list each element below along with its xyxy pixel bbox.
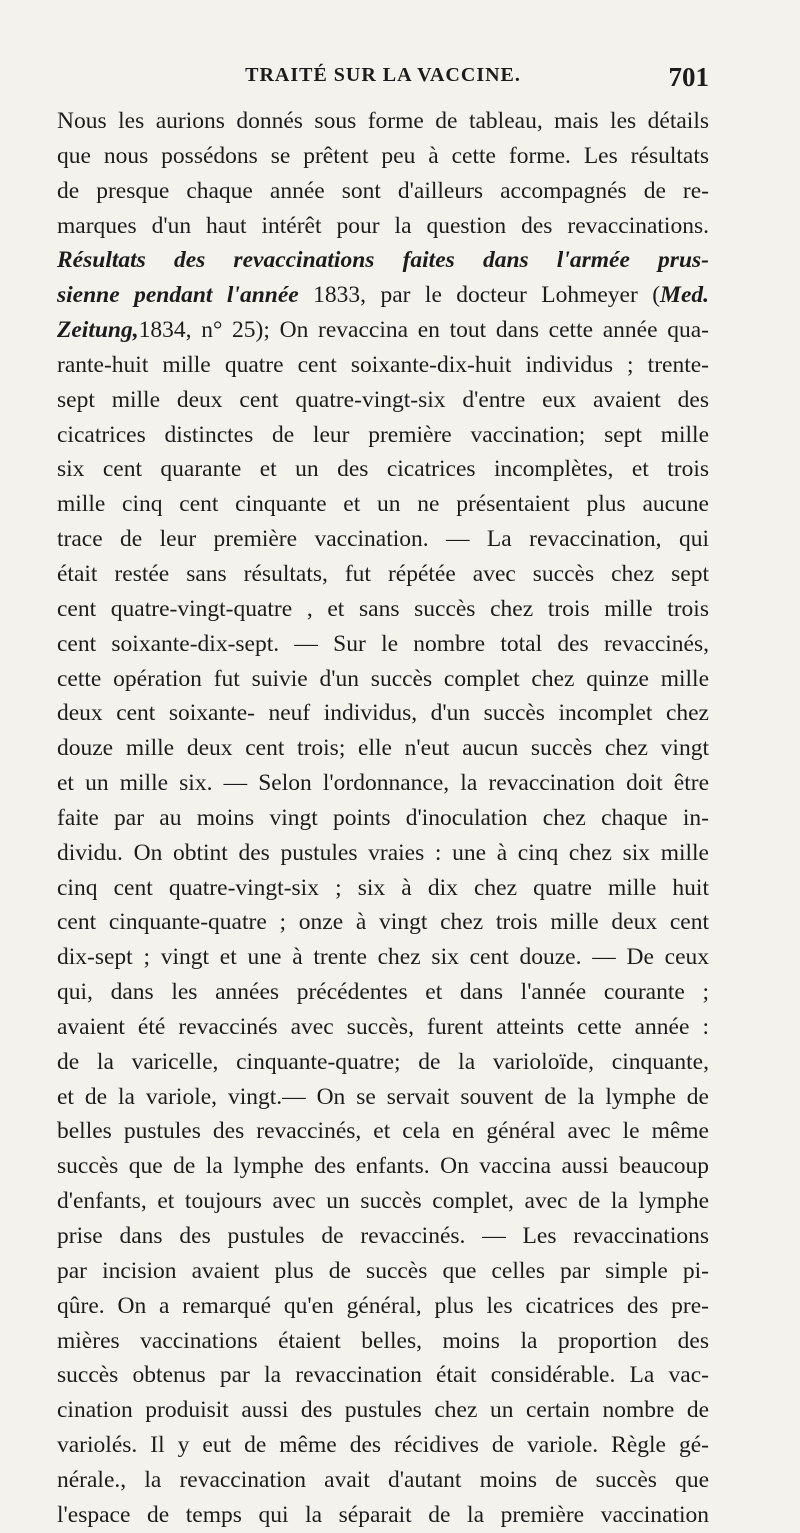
text-line [57,662,709,697]
text-line [57,522,709,557]
text-line [57,1045,709,1080]
text-line [57,1114,709,1149]
text-line [57,836,709,871]
text-segment: deux cent soixante- neuf individus, d'un succès incomplet chez [57,700,709,727]
text-segment: rante-huit mille quatre cent soixante-dix-huit individus ; trente- [57,351,709,378]
text-line [57,243,709,278]
text-segment: mille cinq cent cinquante et un ne présentaient plus aucune [57,491,709,518]
text-line [57,766,709,801]
italic-segment: Résultats des revaccinations faites dans l'armée prus- [57,247,709,274]
text-line [57,1324,709,1359]
text-line [57,139,709,174]
italic-segment: Zeitung, [57,317,139,344]
text-line [57,1358,709,1393]
italic-segment: sienne pendant l'année [57,282,299,309]
text-segment: mières vaccinations étaient belles, moins la proportion des [57,1327,709,1354]
text-line [57,731,709,766]
text-line [57,1149,709,1184]
text-line [57,104,709,139]
text-line [57,1393,709,1428]
text-segment: de la varicelle, cinquante-quatre; de la varioloïde, cinquante, [57,1048,709,1075]
text-line [57,487,709,522]
text-segment: Nous les aurions donnés sous forme de tableau, mais les détails [57,108,709,134]
text-segment: l'espace de temps qui la séparait de la première vaccination [57,1501,709,1528]
text-segment: succès que de la lymphe des enfants. On vaccina aussi beaucoup [57,1153,709,1180]
text-segment: cinq cent quatre-vingt-six ; six à dix chez quatre mille huit [57,874,709,901]
text-line [57,1254,709,1289]
text-line [57,348,709,383]
text-segment: qûre. On a remarqué qu'en général, plus les cicatrices des pre- [57,1292,709,1319]
text-segment: variolés. Il y eut de même des récidives de variole. Règle gé- [57,1432,709,1459]
text-segment: avaient été revaccinés avec succès, furent atteints cette année : [57,1013,709,1040]
text-segment: d'enfants, et toujours avec un succès complet, avec de la lymphe [57,1188,709,1215]
text-line [57,1010,709,1045]
text-segment: belles pustules des revaccinés, et cela en général avec le même [57,1118,709,1145]
text-segment: trace de leur première vaccination. — La revaccination, qui [57,526,709,553]
text-segment: 1833, par le docteur Lohmeyer ( [298,282,661,309]
text-segment: cette opération fut suivie d'un succès complet chez quinze mille [57,665,709,692]
text-segment: était restée sans résultats, fut répétée avec succès chez sept [57,560,709,587]
running-title: TRAITÉ SUR LA VACCINE. [245,64,521,86]
text-line [57,1289,709,1324]
text-line [57,627,709,662]
text-segment: cination produisit aussi des pustules chez un certain nombre de [57,1397,709,1424]
text-segment: et un mille six. — Selon l'ordonnance, la revaccination doit être [57,770,709,797]
text-line [57,209,709,244]
text-segment: prise dans des pustules de revaccinés. — Les revaccinations [57,1223,709,1249]
text-segment: et de la variole, vingt.— On se servait souvent de la lymphe de [57,1083,709,1110]
text-line [57,452,709,487]
text-line [57,313,709,348]
italic-segment: Med. [660,282,709,309]
text-line [57,174,709,209]
page-number: 701 [668,62,709,92]
text-line [57,1080,709,1115]
text-line [57,418,709,453]
text-segment: que nous possédons se prêtent peu à cette forme. Les résultats [57,142,709,169]
body-text [57,104,709,1533]
text-segment: par incision avaient plus de succès que celles par simple pi- [57,1257,709,1284]
text-segment: nérale., la revaccination avait d'autant moins de succès que [57,1466,709,1493]
text-segment: dividu. On obtint des pustules vraies : une à cinq chez six mille [57,839,709,866]
text-line [57,975,709,1010]
text-line [57,1463,709,1498]
text-segment: cicatrices distinctes de leur première vaccination; sept mille [57,421,709,448]
text-line [57,1219,709,1254]
text-line [57,1498,709,1533]
text-segment: de presque chaque année sont d'ailleurs accompagnés de re- [57,177,709,204]
text-segment: faite par au moins vingt points d'inoculation chez chaque in- [57,804,709,831]
text-segment: sept mille deux cent quatre-vingt-six d'entre eux avaient des [57,386,709,413]
text-line [57,592,709,627]
text-segment: dix-sept ; vingt et une à trente chez six cent douze. — De ceux [57,944,709,971]
text-line [57,278,709,313]
text-line [57,696,709,731]
text-segment: douze mille deux cent trois; elle n'eut aucun succès chez vingt [57,735,709,762]
text-line [57,1184,709,1219]
text-segment: six cent quarante et un des cicatrices incomplètes, et trois [57,456,709,483]
text-segment: cent soixante-dix-sept. — Sur le nombre total des revaccinés, [57,630,709,657]
running-head [57,62,709,96]
text-line [57,940,709,975]
text-line [57,905,709,940]
text-line [57,383,709,418]
text-line [57,871,709,906]
text-segment: cent cinquante-quatre ; onze à vingt chez trois mille deux cent [57,909,709,936]
text-segment: marques d'un haut intérêt pour la question des revaccinations. [57,212,709,239]
text-line [57,801,709,836]
text-line [57,1428,709,1463]
text-segment: succès obtenus par la revaccination était considérable. La vac- [57,1362,709,1389]
text-segment: 1834, n° 25); On revaccina en tout dans cette année qua- [138,317,709,344]
text-line [57,557,709,592]
text-segment: qui, dans les années précédentes et dans l'année courante ; [57,979,709,1006]
text-segment: cent quatre-vingt-quatre , et sans succès chez trois mille trois [57,595,709,622]
